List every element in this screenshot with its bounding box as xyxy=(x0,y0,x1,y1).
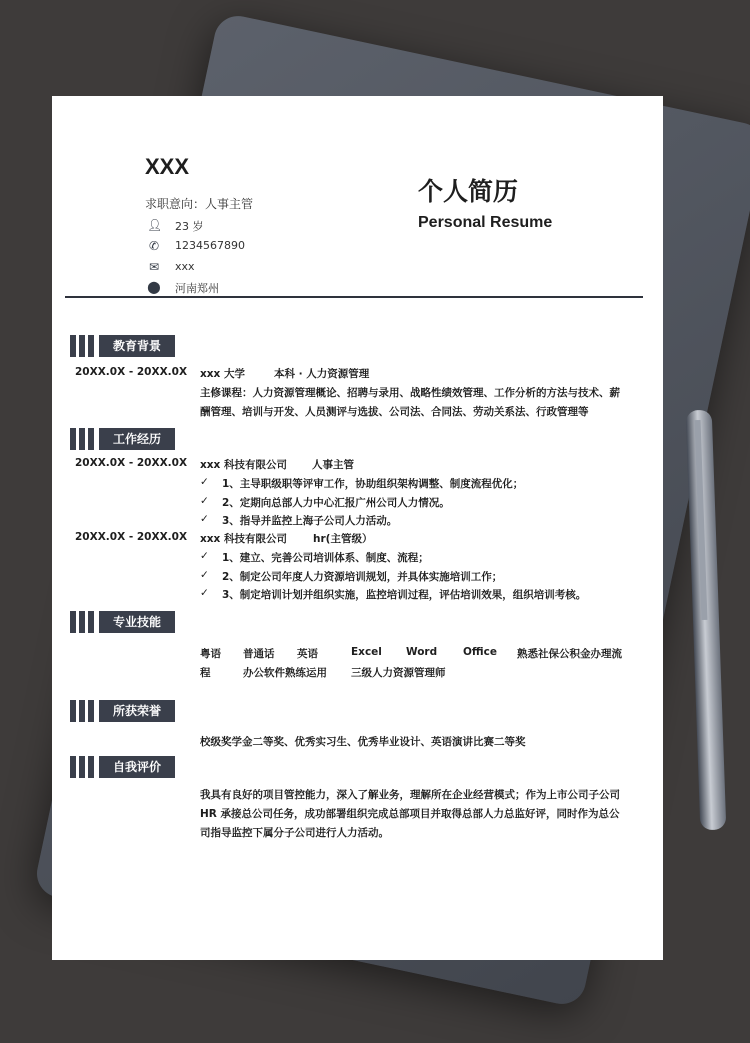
location: 河南郑州 xyxy=(175,282,219,295)
job-duty: 3、指导并监控上海子公司人力活动。 xyxy=(222,515,398,527)
job-company: xxx 科技有限公司 xyxy=(200,533,287,545)
skill-item: 普通话 xyxy=(243,648,275,660)
edu-degree: 本科 · 人力资源管理 xyxy=(274,368,370,380)
section-header-skills xyxy=(70,611,175,633)
check-icon: ✓ xyxy=(200,550,209,562)
skill-item: Office xyxy=(463,646,497,658)
section-header-self-evaluation xyxy=(70,756,175,778)
check-icon: ✓ xyxy=(200,587,209,599)
edu-courses: 主修课程：人力资源管理概论、招聘与录用、战略性绩效管理、工作分析的方法与技术、薪 xyxy=(200,387,620,399)
phone: 1234567890 xyxy=(175,239,245,252)
candidate-name: XXX xyxy=(145,154,190,179)
job-duty: 2、制定公司年度人力资源培训规划，并具体实施培训工作； xyxy=(222,571,503,583)
header-divider xyxy=(65,296,643,298)
skill-item: 粤语 xyxy=(200,648,221,660)
skill-item: 英语 xyxy=(297,648,318,660)
job-role: hr(主管级） xyxy=(313,533,373,545)
job-date: 20XX.0X - 20XX.0X xyxy=(75,531,188,543)
skill-item: 三级人力资源管理师 xyxy=(351,667,446,679)
resume-title-en: Personal Resume xyxy=(418,214,553,231)
job-duty: 1、主导职级职等评审工作，协助组织架构调整、制度流程优化； xyxy=(222,478,524,490)
section-label: 工作经历 xyxy=(99,428,175,450)
section-header-education xyxy=(70,335,175,357)
honors-text: 校级奖学金二等奖、优秀实习生、优秀毕业设计、英语演讲比赛二等奖 xyxy=(200,736,526,748)
check-icon: ✓ xyxy=(200,569,209,581)
age: 23 岁 xyxy=(175,220,204,233)
section-header-work xyxy=(70,428,175,450)
skill-item: 熟悉社保公积金办理流 xyxy=(517,648,622,660)
skill-item: 办公软件熟练运用 xyxy=(243,667,327,679)
edu-courses-cont: 酬管理、培训与开发、人员测评与选拔、公司法、合同法、劳动关系法、行政管理等 xyxy=(200,406,589,418)
skill-item: Word xyxy=(406,646,438,658)
phone-icon: ✆ xyxy=(148,239,160,253)
section-label: 教育背景 xyxy=(99,335,175,357)
email: xxx xyxy=(175,260,195,273)
section-label: 所获荣誉 xyxy=(99,700,175,722)
edu-date: 20XX.0X - 20XX.0X xyxy=(75,366,188,378)
location-pin-icon: ⬤ xyxy=(147,280,161,294)
pen-decoration xyxy=(686,410,727,831)
job-company: xxx 科技有限公司 xyxy=(200,459,287,471)
section-header-honors xyxy=(70,700,175,722)
job-role: 人事主管 xyxy=(312,459,354,471)
edu-school: xxx 大学 xyxy=(200,368,245,380)
mail-icon: ✉ xyxy=(148,260,160,274)
job-date: 20XX.0X - 20XX.0X xyxy=(75,457,188,469)
check-icon: ✓ xyxy=(200,495,209,507)
check-icon: ✓ xyxy=(200,476,209,488)
self-eval-line: 司指导监控下属分子公司进行人力活动。 xyxy=(200,827,389,839)
resume-page xyxy=(52,96,663,960)
job-duty: 1、建立、完善公司培训体系、制度、流程； xyxy=(222,552,429,564)
job-intent: 求职意向：人事主管 xyxy=(145,197,254,211)
job-duty: 2、定期向总部人力中心汇报广州公司人力情况。 xyxy=(222,497,450,509)
job-duty: 3、制定培训计划并组织实施，监控培训过程，评估培训效果，组织培训考核。 xyxy=(222,589,587,601)
section-label: 专业技能 xyxy=(99,611,175,633)
person-icon: 👤︎ xyxy=(147,218,163,232)
skill-item: Excel xyxy=(351,646,382,658)
self-eval-line: 我具有良好的项目管控能力，深入了解业务，理解所在企业经营模式；作为上市公司子公司 xyxy=(200,789,620,801)
section-label: 自我评价 xyxy=(99,756,175,778)
self-eval-line: HR 承接总公司任务，成功部署组织完成总部项目并取得总部人力总监好评，同时作为总公 xyxy=(200,808,620,820)
skill-item: 程 xyxy=(200,667,211,679)
check-icon: ✓ xyxy=(200,513,209,525)
resume-title-cn: 个人简历 xyxy=(418,177,519,206)
